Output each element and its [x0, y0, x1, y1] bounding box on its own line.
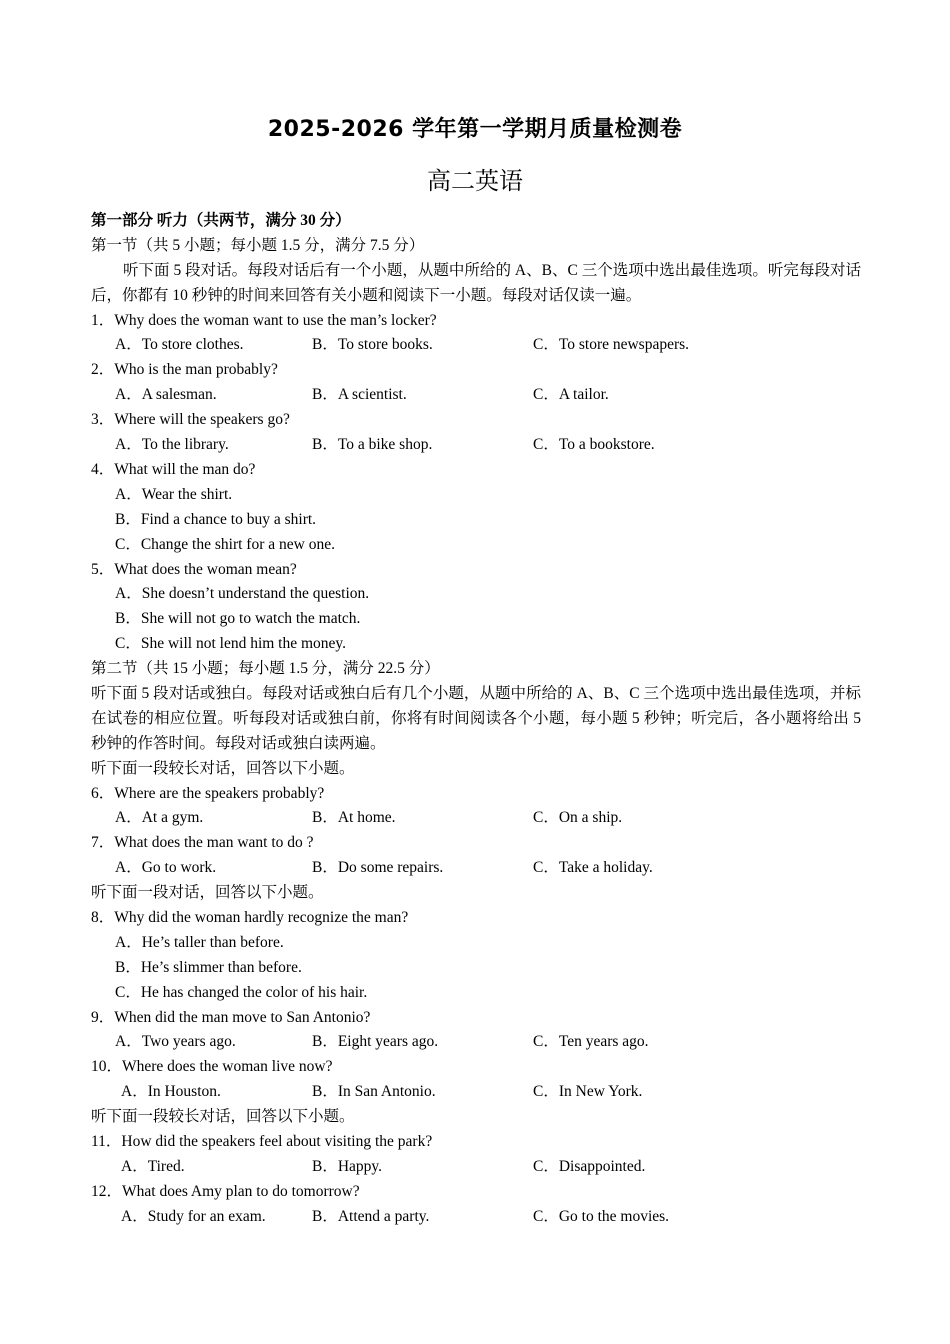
question-3: 3．Where will the speakers go?: [91, 411, 290, 429]
option-b: B．At home.: [312, 809, 396, 827]
option-c: C．Go to the movies.: [533, 1207, 670, 1225]
option-a: A．Study for an exam.: [121, 1207, 266, 1225]
options-7: [91, 856, 861, 881]
option-c: C．Take a holiday.: [533, 859, 653, 877]
option-b: B．To store books.: [312, 336, 433, 354]
option-a: A．At a gym.: [115, 809, 204, 827]
options-11: [91, 1155, 861, 1180]
question-4: 4．What will the man do?: [91, 460, 256, 478]
option-b: B．To a bike shop.: [312, 436, 433, 454]
option-c: C．Change the shirt for a new one.: [115, 535, 335, 553]
option-c: C．Disappointed.: [533, 1157, 646, 1175]
option-a: A．To store clothes.: [115, 336, 244, 354]
section1-heading: 第一节（共 5 小题；每小题 1.5 分，满分 7.5 分）: [91, 236, 425, 254]
option-b: B．In San Antonio.: [312, 1083, 436, 1101]
group-intro-3: 听下面一段较长对话，回答以下小题。: [91, 1108, 355, 1126]
option-a: A．Tired.: [121, 1157, 185, 1175]
option-a: A．To the library.: [115, 436, 229, 454]
section2-heading: 第二节（共 15 小题；每小题 1.5 分，满分 22.5 分）: [91, 660, 440, 678]
group-intro-1: 听下面一段较长对话，回答以下小题。: [91, 759, 355, 777]
option-a: A．A salesman.: [115, 386, 217, 404]
option-b: B．Happy.: [312, 1157, 383, 1175]
question-5: 5．What does the woman mean?: [91, 560, 297, 578]
exam-title: 2025-2026 学年第一学期月质量检测卷: [267, 117, 683, 142]
option-c: C．A tailor.: [533, 386, 609, 404]
option-c: C．On a ship.: [533, 809, 623, 827]
option-b: B．Do some repairs.: [312, 859, 444, 877]
group-intro-2: 听下面一段对话，回答以下小题。: [91, 884, 324, 902]
option-b: B．A scientist.: [312, 386, 407, 404]
option-b: B．Find a chance to buy a shirt.: [115, 510, 317, 528]
options-9: [91, 1030, 861, 1055]
options-3: [91, 433, 861, 458]
option-b: B．He’s slimmer than before.: [115, 958, 302, 976]
option-a: A．He’s taller than before.: [115, 933, 284, 951]
section2-instructions: 听下面 5 段对话或独白。每段对话或独白后有几个小题，从题中所给的 A、B、C 三个选项中选出最佳选项，并标在试卷的相应位置。听每段对话或独白前，你将有时间阅读各个小题，每小题 5 秒钟；听完后，各小题将给出 5 秒钟的作答时间。每段对话或独白读两遍。: [91, 684, 861, 752]
question-11: 11．How did the speakers feel about visiting the park?: [91, 1133, 433, 1151]
option-c: C．In New York.: [533, 1083, 643, 1101]
option-a: A．In Houston.: [121, 1083, 221, 1101]
options-6: [91, 806, 861, 831]
question-6: 6．Where are the speakers probably?: [91, 784, 325, 802]
options-12: [91, 1205, 861, 1230]
question-9: 9．When did the man move to San Antonio?: [91, 1008, 371, 1026]
part1-heading: 第一部分 听力（共两节，满分 30 分）: [91, 212, 351, 229]
option-c: C．To store newspapers.: [533, 336, 690, 354]
option-b: B．Attend a party.: [312, 1207, 430, 1225]
option-a: A．She doesn’t understand the question.: [115, 585, 370, 603]
question-12: 12．What does Amy plan to do tomorrow?: [91, 1182, 360, 1200]
question-10: 10．Where does the woman live now?: [91, 1058, 333, 1076]
option-a: A．Two years ago.: [115, 1033, 236, 1051]
question-1: 1．Why does the woman want to use the man’s locker?: [91, 311, 437, 329]
options-1: [91, 333, 861, 358]
option-c: C．To a bookstore.: [533, 436, 655, 454]
option-c: C．He has changed the color of his hair.: [115, 983, 368, 1001]
question-2: 2．Who is the man probably?: [91, 361, 278, 379]
options-10: [91, 1080, 861, 1105]
exam-content: [91, 209, 861, 1230]
option-b: B．Eight years ago.: [312, 1033, 439, 1051]
option-a: A．Wear the shirt.: [115, 485, 233, 503]
section1-instructions: 听下面 5 段对话。每段对话后有一个小题，从题中所给的 A、B、C 三个选项中选出最佳选项。听完每段对话后，你都有 10 秒钟的时间来回答有关小题和阅读下一小题。每段对话仅读一遍。: [91, 261, 861, 304]
exam-subject: 高二英语: [427, 167, 523, 195]
option-c: C．She will not lend him the money.: [115, 635, 347, 653]
question-8: 8．Why did the woman hardly recognize the man?: [91, 909, 409, 927]
option-b: B．She will not go to watch the match.: [115, 610, 361, 628]
option-c: C．Ten years ago.: [533, 1033, 649, 1051]
option-a: A．Go to work.: [115, 859, 217, 877]
question-7: 7．What does the man want to do ?: [91, 834, 314, 852]
options-2: [91, 383, 861, 408]
